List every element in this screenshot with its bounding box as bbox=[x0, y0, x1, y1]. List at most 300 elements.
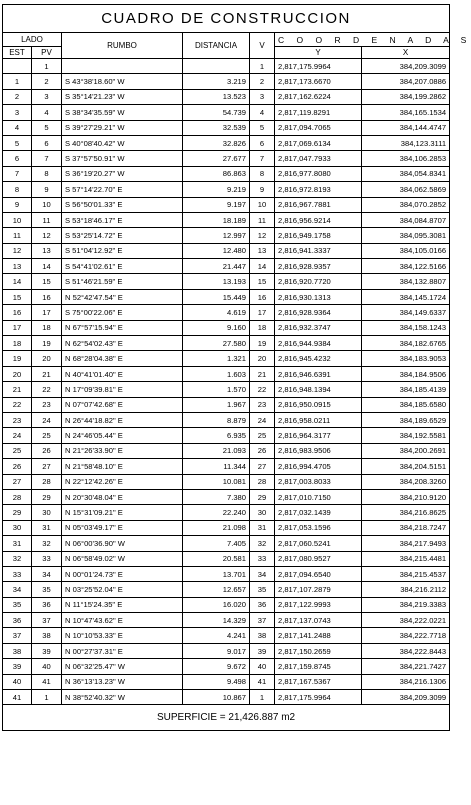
rumbo-cell: S 53°18'46.17" E bbox=[62, 212, 183, 227]
x-coordinate-cell: 384,222.7718 bbox=[362, 628, 450, 643]
y-coordinate-cell: 2,817,094.7065 bbox=[275, 120, 362, 135]
y-coordinate-cell: 2,817,175.9964 bbox=[275, 690, 362, 705]
v-cell: 26 bbox=[250, 443, 275, 458]
est-cell: 27 bbox=[3, 474, 32, 489]
rumbo-cell: S 54°41'02.61" E bbox=[62, 259, 183, 274]
table-row bbox=[3, 489, 450, 504]
rumbo-cell: N 07°07'42.68" E bbox=[62, 397, 183, 412]
est-cell: 25 bbox=[3, 443, 32, 458]
construction-table bbox=[2, 4, 471, 731]
v-cell: 10 bbox=[250, 197, 275, 212]
distancia-cell: 9.219 bbox=[183, 182, 250, 197]
table-row bbox=[3, 74, 450, 89]
rumbo-cell: N 10°10'53.33" E bbox=[62, 628, 183, 643]
est-cell: 19 bbox=[3, 351, 32, 366]
y-coordinate-cell: 2,817,053.1596 bbox=[275, 520, 362, 535]
table-row bbox=[3, 428, 450, 443]
table-row bbox=[3, 566, 450, 581]
y-coordinate-cell: 2,817,080.9527 bbox=[275, 551, 362, 566]
y-coordinate-cell: 2,817,175.9964 bbox=[275, 59, 362, 74]
est-cell: 20 bbox=[3, 366, 32, 381]
x-coordinate-cell: 384,144.4747 bbox=[362, 120, 450, 135]
y-coordinate-cell: 2,816,928.9364 bbox=[275, 305, 362, 320]
est-cell: 7 bbox=[3, 166, 32, 181]
x-coordinate-cell: 384,215.4537 bbox=[362, 566, 450, 581]
pv-cell: 15 bbox=[32, 274, 62, 289]
y-coordinate-cell: 2,816,958.0211 bbox=[275, 412, 362, 427]
rumbo-cell: N 00°27'37.31" E bbox=[62, 643, 183, 658]
v-cell: 17 bbox=[250, 305, 275, 320]
table-row bbox=[3, 305, 450, 320]
v-cell: 14 bbox=[250, 259, 275, 274]
x-coordinate-cell: 384,218.7247 bbox=[362, 520, 450, 535]
rumbo-cell: S 51°46'21.59" E bbox=[62, 274, 183, 289]
distancia-cell: 20.581 bbox=[183, 551, 250, 566]
table-row bbox=[3, 397, 450, 412]
distancia-cell: 27.580 bbox=[183, 336, 250, 351]
table-row bbox=[3, 243, 450, 258]
v-cell: 33 bbox=[250, 551, 275, 566]
pv-cell: 9 bbox=[32, 182, 62, 197]
x-coordinate-cell: 384,199.2862 bbox=[362, 89, 450, 104]
y-coordinate-cell: 2,816,946.6391 bbox=[275, 366, 362, 381]
pv-cell: 19 bbox=[32, 336, 62, 351]
x-coordinate-cell: 384,070.2852 bbox=[362, 197, 450, 212]
est-cell: 14 bbox=[3, 274, 32, 289]
distancia-cell: 7.405 bbox=[183, 536, 250, 551]
v-cell: 31 bbox=[250, 520, 275, 535]
rumbo-cell: S 51°04'12.92" E bbox=[62, 243, 183, 258]
pv-cell: 6 bbox=[32, 135, 62, 150]
y-coordinate-cell: 2,816,944.9384 bbox=[275, 336, 362, 351]
distancia-cell: 18.189 bbox=[183, 212, 250, 227]
est-cell: 31 bbox=[3, 536, 32, 551]
pv-cell: 17 bbox=[32, 305, 62, 320]
est-cell: 24 bbox=[3, 428, 32, 443]
x-coordinate-cell: 384,208.3260 bbox=[362, 474, 450, 489]
table-body bbox=[3, 59, 450, 705]
est-cell: 21 bbox=[3, 382, 32, 397]
distancia-cell: 21.093 bbox=[183, 443, 250, 458]
rumbo-cell: N 10°47'43.62" E bbox=[62, 613, 183, 628]
pv-cell: 32 bbox=[32, 536, 62, 551]
superficie-total: SUPERFICIE = 21,426.887 m2 bbox=[3, 705, 450, 731]
distancia-cell: 11.344 bbox=[183, 459, 250, 474]
rumbo-cell: N 15°31'09.21" E bbox=[62, 505, 183, 520]
distancia-cell: 21.098 bbox=[183, 520, 250, 535]
distancia-cell: 54.739 bbox=[183, 105, 250, 120]
x-coordinate-cell: 384,132.8807 bbox=[362, 274, 450, 289]
table-row bbox=[3, 582, 450, 597]
est-cell: 28 bbox=[3, 489, 32, 504]
table-row bbox=[3, 643, 450, 658]
rumbo-cell: S 35°14'21.23" W bbox=[62, 89, 183, 104]
pv-cell: 12 bbox=[32, 228, 62, 243]
v-cell: 5 bbox=[250, 120, 275, 135]
distancia-cell: 12.997 bbox=[183, 228, 250, 243]
v-header: V bbox=[250, 33, 275, 59]
rumbo-cell: S 75°00'22.06" E bbox=[62, 305, 183, 320]
table-row bbox=[3, 336, 450, 351]
v-cell: 27 bbox=[250, 459, 275, 474]
rumbo-cell: N 03°25'52.04" E bbox=[62, 582, 183, 597]
pv-cell: 41 bbox=[32, 674, 62, 689]
pv-cell: 18 bbox=[32, 320, 62, 335]
v-cell: 13 bbox=[250, 243, 275, 258]
y-coordinate-cell: 2,817,122.9993 bbox=[275, 597, 362, 612]
table-row bbox=[3, 120, 450, 135]
y-coordinate-cell: 2,816,949.1758 bbox=[275, 228, 362, 243]
v-cell: 12 bbox=[250, 228, 275, 243]
x-coordinate-cell: 384,095.3081 bbox=[362, 228, 450, 243]
table-row bbox=[3, 89, 450, 104]
rumbo-cell: N 20°30'48.04" E bbox=[62, 489, 183, 504]
pv-cell: 3 bbox=[32, 89, 62, 104]
table-row bbox=[3, 289, 450, 304]
rumbo-cell: N 26°44'18.82" E bbox=[62, 412, 183, 427]
v-cell: 21 bbox=[250, 366, 275, 381]
pv-cell: 14 bbox=[32, 259, 62, 274]
v-cell: 32 bbox=[250, 536, 275, 551]
x-coordinate-cell: 384,200.2691 bbox=[362, 443, 450, 458]
y-coordinate-cell: 2,816,930.1313 bbox=[275, 289, 362, 304]
est-cell: 38 bbox=[3, 643, 32, 658]
est-cell: 37 bbox=[3, 628, 32, 643]
v-cell: 22 bbox=[250, 382, 275, 397]
est-cell: 15 bbox=[3, 289, 32, 304]
x-coordinate-cell: 384,185.4139 bbox=[362, 382, 450, 397]
rumbo-cell: S 57°14'22.70" E bbox=[62, 182, 183, 197]
distancia-cell: 10.081 bbox=[183, 474, 250, 489]
x-coordinate-cell: 384,184.9506 bbox=[362, 366, 450, 381]
y-coordinate-cell: 2,816,950.0915 bbox=[275, 397, 362, 412]
x-coordinate-cell: 384,084.8707 bbox=[362, 212, 450, 227]
rumbo-cell: S 36°19'20.27" W bbox=[62, 166, 183, 181]
pv-cell: 33 bbox=[32, 551, 62, 566]
distancia-cell: 12.480 bbox=[183, 243, 250, 258]
table-row bbox=[3, 182, 450, 197]
distancia-cell: 9.498 bbox=[183, 674, 250, 689]
rumbo-cell: N 21°26'33.90" E bbox=[62, 443, 183, 458]
v-cell: 16 bbox=[250, 289, 275, 304]
distancia-cell: 9.017 bbox=[183, 643, 250, 658]
distancia-cell: 12.657 bbox=[183, 582, 250, 597]
v-cell: 28 bbox=[250, 474, 275, 489]
rumbo-cell: N 21°58'48.10" E bbox=[62, 459, 183, 474]
y-header: Y bbox=[275, 47, 362, 59]
pv-cell: 1 bbox=[32, 59, 62, 74]
est-header: EST bbox=[3, 47, 32, 59]
x-coordinate-cell: 384,149.6337 bbox=[362, 305, 450, 320]
distancia-cell: 16.020 bbox=[183, 597, 250, 612]
x-coordinate-cell: 384,183.9053 bbox=[362, 351, 450, 366]
distancia-cell: 1.603 bbox=[183, 366, 250, 381]
rumbo-cell: S 53°25'14.72" E bbox=[62, 228, 183, 243]
rumbo-cell: S 39°27'29.21" W bbox=[62, 120, 183, 135]
est-cell: 17 bbox=[3, 320, 32, 335]
table-row bbox=[3, 443, 450, 458]
pv-cell: 40 bbox=[32, 659, 62, 674]
est-cell: 12 bbox=[3, 243, 32, 258]
est-cell: 16 bbox=[3, 305, 32, 320]
table-row bbox=[3, 59, 450, 74]
v-cell: 15 bbox=[250, 274, 275, 289]
est-cell: 39 bbox=[3, 659, 32, 674]
y-coordinate-cell: 2,816,928.9357 bbox=[275, 259, 362, 274]
pv-cell: 7 bbox=[32, 151, 62, 166]
x-coordinate-cell: 384,145.1724 bbox=[362, 289, 450, 304]
rumbo-cell: S 37°57'50.91" W bbox=[62, 151, 183, 166]
distancia-cell: 32.826 bbox=[183, 135, 250, 150]
rumbo-cell: N 40°41'01.40" E bbox=[62, 366, 183, 381]
rumbo-cell: N 06°58'49.02" W bbox=[62, 551, 183, 566]
y-coordinate-cell: 2,816,964.3177 bbox=[275, 428, 362, 443]
rumbo-cell: N 06°00'36.90" W bbox=[62, 536, 183, 551]
est-cell: 9 bbox=[3, 197, 32, 212]
x-coordinate-cell: 384,215.4481 bbox=[362, 551, 450, 566]
pv-cell: 21 bbox=[32, 366, 62, 381]
rumbo-cell: N 52°42'47.54" E bbox=[62, 289, 183, 304]
est-cell bbox=[3, 59, 32, 74]
table-row bbox=[3, 505, 450, 520]
table-row bbox=[3, 259, 450, 274]
y-coordinate-cell: 2,816,994.4705 bbox=[275, 459, 362, 474]
rumbo-cell: N 11°15'24.35" E bbox=[62, 597, 183, 612]
v-cell: 23 bbox=[250, 397, 275, 412]
rumbo-cell: N 68°28'04.38" E bbox=[62, 351, 183, 366]
y-coordinate-cell: 2,817,107.2879 bbox=[275, 582, 362, 597]
pv-cell: 25 bbox=[32, 428, 62, 443]
rumbo-cell: N 05°03'49.17" E bbox=[62, 520, 183, 535]
y-coordinate-cell: 2,817,060.5241 bbox=[275, 536, 362, 551]
table-row bbox=[3, 412, 450, 427]
y-coordinate-cell: 2,816,977.8080 bbox=[275, 166, 362, 181]
x-coordinate-cell: 384,054.8341 bbox=[362, 166, 450, 181]
rumbo-cell: N 38°52'40.32" W bbox=[62, 690, 183, 705]
lado-header: LADO bbox=[3, 33, 62, 47]
est-cell: 1 bbox=[3, 74, 32, 89]
pv-cell: 27 bbox=[32, 459, 62, 474]
distancia-cell: 3.219 bbox=[183, 74, 250, 89]
table-row bbox=[3, 459, 450, 474]
v-cell: 30 bbox=[250, 505, 275, 520]
y-coordinate-cell: 2,817,159.8745 bbox=[275, 659, 362, 674]
est-cell: 3 bbox=[3, 105, 32, 120]
x-coordinate-cell: 384,222.8443 bbox=[362, 643, 450, 658]
y-coordinate-cell: 2,817,137.0743 bbox=[275, 613, 362, 628]
y-coordinate-cell: 2,817,003.8033 bbox=[275, 474, 362, 489]
y-coordinate-cell: 2,816,972.8193 bbox=[275, 182, 362, 197]
table-row bbox=[3, 659, 450, 674]
est-cell: 4 bbox=[3, 120, 32, 135]
y-coordinate-cell: 2,817,010.7150 bbox=[275, 489, 362, 504]
est-cell: 18 bbox=[3, 336, 32, 351]
y-coordinate-cell: 2,817,032.1439 bbox=[275, 505, 362, 520]
est-cell: 10 bbox=[3, 212, 32, 227]
x-coordinate-cell: 384,158.1243 bbox=[362, 320, 450, 335]
y-coordinate-cell: 2,817,119.8291 bbox=[275, 105, 362, 120]
v-cell: 29 bbox=[250, 489, 275, 504]
x-coordinate-cell: 384,209.3099 bbox=[362, 690, 450, 705]
y-coordinate-cell: 2,816,967.7881 bbox=[275, 197, 362, 212]
rumbo-cell: N 36°13'13.23" W bbox=[62, 674, 183, 689]
rumbo-cell: S 56°50'01.33" E bbox=[62, 197, 183, 212]
distancia-cell: 7.380 bbox=[183, 489, 250, 504]
distancia-cell: 9.160 bbox=[183, 320, 250, 335]
est-cell: 29 bbox=[3, 505, 32, 520]
v-cell: 34 bbox=[250, 566, 275, 581]
distancia-cell: 1.967 bbox=[183, 397, 250, 412]
v-cell: 38 bbox=[250, 628, 275, 643]
x-coordinate-cell: 384,222.0221 bbox=[362, 613, 450, 628]
distancia-cell: 14.329 bbox=[183, 613, 250, 628]
x-coordinate-cell: 384,204.5151 bbox=[362, 459, 450, 474]
v-cell: 37 bbox=[250, 613, 275, 628]
y-coordinate-cell: 2,816,941.3337 bbox=[275, 243, 362, 258]
pv-cell: 16 bbox=[32, 289, 62, 304]
est-cell: 34 bbox=[3, 582, 32, 597]
distancia-cell: 27.677 bbox=[183, 151, 250, 166]
x-coordinate-cell: 384,122.5166 bbox=[362, 259, 450, 274]
est-cell: 8 bbox=[3, 182, 32, 197]
distancia-cell: 10.867 bbox=[183, 690, 250, 705]
rumbo-cell: S 40°08'40.42" W bbox=[62, 135, 183, 150]
est-cell: 32 bbox=[3, 551, 32, 566]
pv-cell: 4 bbox=[32, 105, 62, 120]
v-cell: 20 bbox=[250, 351, 275, 366]
distancia-cell: 32.539 bbox=[183, 120, 250, 135]
v-cell: 2 bbox=[250, 74, 275, 89]
table-row bbox=[3, 274, 450, 289]
est-cell: 40 bbox=[3, 674, 32, 689]
table-row bbox=[3, 551, 450, 566]
pv-cell: 2 bbox=[32, 74, 62, 89]
table-row bbox=[3, 228, 450, 243]
pv-cell: 37 bbox=[32, 613, 62, 628]
y-coordinate-cell: 2,817,150.2659 bbox=[275, 643, 362, 658]
table-row bbox=[3, 536, 450, 551]
x-coordinate-cell: 384,216.2112 bbox=[362, 582, 450, 597]
table-row bbox=[3, 151, 450, 166]
distancia-cell: 15.449 bbox=[183, 289, 250, 304]
est-cell: 5 bbox=[3, 135, 32, 150]
v-cell: 41 bbox=[250, 674, 275, 689]
table-row bbox=[3, 382, 450, 397]
pv-cell: 31 bbox=[32, 520, 62, 535]
v-cell: 39 bbox=[250, 643, 275, 658]
v-cell: 3 bbox=[250, 89, 275, 104]
v-cell: 35 bbox=[250, 582, 275, 597]
table-row bbox=[3, 197, 450, 212]
rumbo-cell: S 38°34'35.59" W bbox=[62, 105, 183, 120]
distancia-cell: 8.879 bbox=[183, 412, 250, 427]
x-coordinate-cell: 384,216.1306 bbox=[362, 674, 450, 689]
v-cell: 1 bbox=[250, 690, 275, 705]
y-coordinate-cell: 2,817,173.6670 bbox=[275, 74, 362, 89]
rumbo-cell: N 24°46'05.44" E bbox=[62, 428, 183, 443]
v-cell: 7 bbox=[250, 151, 275, 166]
est-cell: 6 bbox=[3, 151, 32, 166]
v-cell: 19 bbox=[250, 336, 275, 351]
est-cell: 35 bbox=[3, 597, 32, 612]
distancia-cell: 13.523 bbox=[183, 89, 250, 104]
table-row bbox=[3, 690, 450, 705]
pv-cell: 23 bbox=[32, 397, 62, 412]
est-cell: 2 bbox=[3, 89, 32, 104]
distancia-cell bbox=[183, 59, 250, 74]
distancia-cell: 6.935 bbox=[183, 428, 250, 443]
table-row bbox=[3, 613, 450, 628]
est-cell: 22 bbox=[3, 397, 32, 412]
pv-cell: 13 bbox=[32, 243, 62, 258]
pv-cell: 39 bbox=[32, 643, 62, 658]
pv-cell: 28 bbox=[32, 474, 62, 489]
distancia-cell: 9.672 bbox=[183, 659, 250, 674]
rumbo-header: RUMBO bbox=[62, 33, 183, 59]
v-cell: 4 bbox=[250, 105, 275, 120]
v-cell: 6 bbox=[250, 135, 275, 150]
table-row bbox=[3, 212, 450, 227]
pv-cell: 30 bbox=[32, 505, 62, 520]
pv-cell: 24 bbox=[32, 412, 62, 427]
table-row bbox=[3, 351, 450, 366]
distancia-cell: 9.197 bbox=[183, 197, 250, 212]
rumbo-cell: N 67°57'15.94" E bbox=[62, 320, 183, 335]
table-row bbox=[3, 628, 450, 643]
distancia-cell: 21.447 bbox=[183, 259, 250, 274]
pv-cell: 29 bbox=[32, 489, 62, 504]
v-cell: 25 bbox=[250, 428, 275, 443]
table-row bbox=[3, 320, 450, 335]
distancia-cell: 86.863 bbox=[183, 166, 250, 181]
v-cell: 9 bbox=[250, 182, 275, 197]
rumbo-cell: N 62°54'02.43" E bbox=[62, 336, 183, 351]
pv-cell: 22 bbox=[32, 382, 62, 397]
x-coordinate-cell: 384,217.9493 bbox=[362, 536, 450, 551]
pv-cell: 38 bbox=[32, 628, 62, 643]
est-cell: 30 bbox=[3, 520, 32, 535]
x-coordinate-cell: 384,192.5581 bbox=[362, 428, 450, 443]
y-coordinate-cell: 2,817,167.5367 bbox=[275, 674, 362, 689]
est-cell: 26 bbox=[3, 459, 32, 474]
x-coordinate-cell: 384,219.3383 bbox=[362, 597, 450, 612]
distancia-cell: 1.570 bbox=[183, 382, 250, 397]
distancia-cell: 4.241 bbox=[183, 628, 250, 643]
pv-cell: 26 bbox=[32, 443, 62, 458]
table-row bbox=[3, 520, 450, 535]
y-coordinate-cell: 2,816,920.7720 bbox=[275, 274, 362, 289]
table-row bbox=[3, 135, 450, 150]
distancia-cell: 4.619 bbox=[183, 305, 250, 320]
rumbo-cell: N 00°01'24.73" E bbox=[62, 566, 183, 581]
y-coordinate-cell: 2,816,948.1394 bbox=[275, 382, 362, 397]
est-cell: 13 bbox=[3, 259, 32, 274]
est-cell: 36 bbox=[3, 613, 32, 628]
v-cell: 8 bbox=[250, 166, 275, 181]
y-coordinate-cell: 2,817,047.7933 bbox=[275, 151, 362, 166]
distancia-cell: 13.701 bbox=[183, 566, 250, 581]
table-row bbox=[3, 674, 450, 689]
x-coordinate-cell: 384,062.5869 bbox=[362, 182, 450, 197]
table-row bbox=[3, 474, 450, 489]
rumbo-cell bbox=[62, 59, 183, 74]
est-cell: 23 bbox=[3, 412, 32, 427]
x-header: X bbox=[362, 47, 450, 59]
distancia-cell: 1.321 bbox=[183, 351, 250, 366]
distancia-cell: 22.240 bbox=[183, 505, 250, 520]
v-cell: 18 bbox=[250, 320, 275, 335]
v-cell: 11 bbox=[250, 212, 275, 227]
